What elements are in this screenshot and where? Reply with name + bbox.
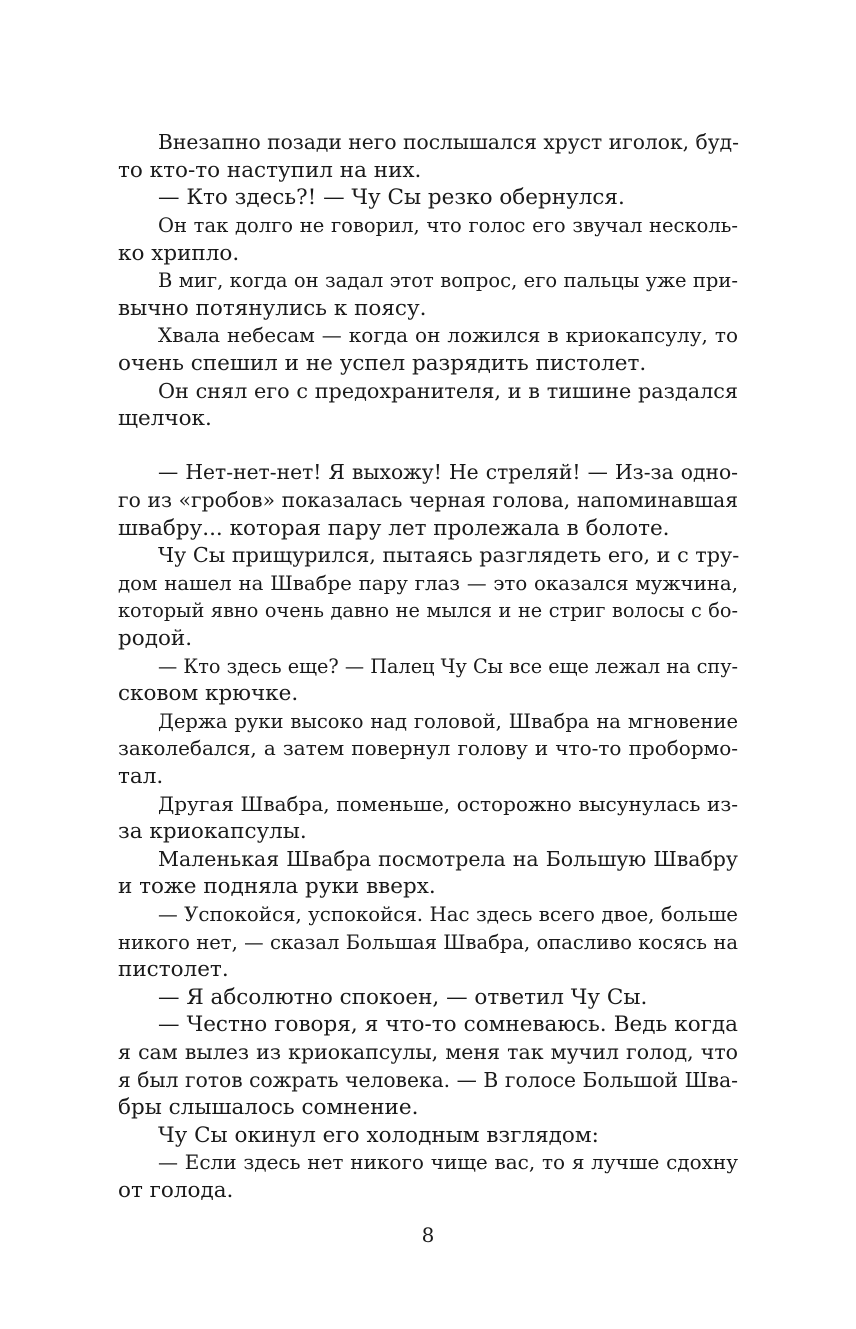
text-line: — Кто здесь еще? — Палец Чу Сы все еще лежал на спу- — [158, 655, 739, 678]
text-line: родой. — [118, 626, 193, 651]
text-line: который явно очень давно не мылся и не стриг волосы с бо- — [118, 599, 738, 622]
text-line: заколебался, а затем повернул голову и что-то пробормо- — [118, 736, 738, 760]
text-line: швабру... которая пару лет пролежала в болоте. — [118, 516, 670, 541]
text-line: Внезапно позади него послышался хруст иголок, буд- — [158, 130, 739, 154]
text-line: я был готов сожрать человека. — В голосе Большой Шва- — [118, 1068, 738, 1092]
text-line: Чу Сы окинул его холодным взглядом: — [158, 1123, 599, 1148]
text-line: щелчок. — [118, 406, 212, 431]
text-line: Маленькая Швабра посмотрела на Большую Швабру — [158, 847, 738, 871]
text-line: — Честно говоря, я что-то сомневаюсь. Ведь когда — [158, 1012, 738, 1037]
text-line: от голода. — [118, 1178, 234, 1203]
text-line: тал. — [118, 764, 164, 789]
text-line: сковом крючке. — [118, 681, 299, 706]
text-line: бры слышалось сомнение. — [118, 1095, 419, 1120]
text-line: Другая Швабра, поменьше, осторожно высунулась из- — [158, 792, 738, 816]
text-line: Он так долго не говорил, что голос его звучал несколь- — [158, 214, 738, 237]
text-line: пистолет. — [118, 957, 229, 982]
text-line: за криокапсулы. — [118, 819, 307, 844]
text-line: вычно потянулись к поясу. — [118, 296, 427, 321]
text-line: никого нет, — сказал Большая Швабра, опасливо косясь на — [118, 931, 738, 954]
text-line: Держа руки высоко над головой, Швабра на мгновение — [158, 710, 738, 733]
text-line: дом нашел на Швабре пару глаз — это оказался мужчина, — [118, 572, 738, 595]
text-line: — Кто здесь?! — Чу Сы резко обернулся. — [158, 185, 625, 210]
text-line: Хвала небесам — когда он ложился в криокапсулу, то — [158, 323, 738, 347]
text-line: — Я абсолютно спокоен, — ответил Чу Сы. — [158, 985, 648, 1010]
page-number: 8 — [421, 1223, 435, 1247]
text-line: — Нет-нет-нет! Я выхожу! Не стреляй! — Из-за одно- — [158, 460, 738, 484]
text-line: очень спешил и не успел разрядить пистолет. — [118, 351, 647, 376]
text-line: то кто-то наступил на них. — [118, 158, 422, 183]
text-line: и тоже подняла руки вверх. — [118, 874, 436, 899]
text-line: го из «гробов» показалась черная голова, напоминавшая — [118, 488, 738, 512]
text-line: — Если здесь нет никого чище вас, то я лучше сдохну — [158, 1150, 738, 1174]
text-line: Чу Сы прищурился, пытаясь разглядеть его, и с тру- — [158, 543, 740, 567]
text-line: В миг, когда он задал этот вопрос, его пальцы уже при- — [158, 269, 738, 292]
text-line: я сам вылез из криокапсулы, меня так мучил голод, что — [118, 1040, 738, 1064]
text-line: Он снял его с предохранителя, и в тишине раздался — [158, 379, 738, 403]
text-line: — Успокойся, успокойся. Нас здесь всего двое, больше — [158, 903, 738, 926]
text-line: ко хрипло. — [118, 241, 240, 266]
